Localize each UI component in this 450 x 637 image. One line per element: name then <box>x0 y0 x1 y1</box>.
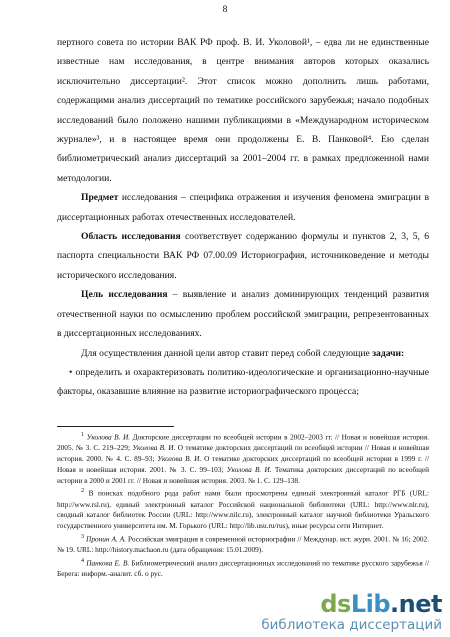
paragraph-goal <box>57 285 429 343</box>
research-area-label: Область исследования <box>81 231 181 243</box>
goal-label: Цель исследования <box>81 289 168 301</box>
logo-part: .net <box>390 590 442 618</box>
footnote-author: Уколова В. И. <box>157 454 202 464</box>
site-subtitle: библиотека диссертаций <box>261 617 442 633</box>
paragraph-research-area <box>57 227 429 285</box>
footnote-text: О тематике докторских диссертаций по всеобщей истории // Новая и новейшая история. 2000. № 4. С. 89–93; <box>57 443 430 464</box>
subject-label: Предмет <box>81 192 119 204</box>
footnote-marker: 3 <box>81 534 85 541</box>
task-item-1 <box>57 363 429 402</box>
paragraph-tasks <box>57 344 429 363</box>
footnote-marker: 2 <box>81 488 85 495</box>
footnote-text: В поисках подобного рода работ нами были просмотрены единый электронный каталог РГБ (URL: http://www.rsl.ru), единый электронный каталог Российской национальной библиотеки (URL: http://www.nlr.ru), сводный каталог библиотек России (URL: http://www.nilc.ru), электронный каталог научной библиотеки Уральского государственного университета им. М. Горького (URL: http://lib.usu.ru/rus), иные ресурсы сети Интернет. <box>57 488 429 531</box>
footnote-marker: 4 <box>81 558 85 565</box>
footnote-author: Уколова В. И. <box>226 464 272 474</box>
bullet-icon: • <box>69 366 73 378</box>
footnote-text: О тематике докторских диссертаций по всеобщей истории в 1999 г. // Новая и новейшая история. 2001. № 3. С. 99–103; <box>57 454 429 474</box>
goal-text: – выявление и анализ доминирующих тенденций развития отечественной науки по осмыслению проблем российской эмиграции, репрезентованных в диссертационных исследованиях. <box>57 289 429 340</box>
site-logo <box>320 591 442 617</box>
footnote-text: Тематика докторских диссертаций по всеобщей истории в 2000 и 2001 гг. // Новая и новейшая история. 2003. № 1. С. 129–138. <box>57 464 429 485</box>
page-number: 8 <box>222 5 228 15</box>
footnote-marker: 1 <box>81 432 85 438</box>
subject-text: исследования – специфика отражения и изучения феномена эмиграции в диссертационных работах отечественных исследователей. <box>57 192 429 223</box>
logo-part: ds <box>320 590 351 618</box>
footnote-author: Пронин А. А. <box>86 534 127 544</box>
logo-part: Lib <box>350 590 391 618</box>
footnote-text: Библиометрический анализ диссертационных исследований по тематике русского зарубежья // Берега: информ.-аналит. сб. о рус. <box>57 558 429 579</box>
tasks-label: задачи: <box>372 347 405 359</box>
site-watermark <box>261 591 442 633</box>
paragraph-intro: пертного совета по истории ВАК РФ проф. В. И. Уколовой¹, – едва ли не единственные известные нам исследования, в центре внимания авторов которых оказались исключительно диссертации². Этот список можно дополнить лишь работами, содержащими анализ диссертаций по тематике российского зарубежья; начало подобных исследований было положено нашими публикациями в «Международном историческом журнале»³, и в настоящее время они продолжены Е. В. Панковой⁴. Ею сделан библиометрический анализ диссертаций за 2001–2004 гг. в рамках предложенной нами методологии. <box>57 37 429 184</box>
task-item-text: определить и охарактеризовать политико-идеологические и организационно-научные факторы, оказавшие влияние на развитие историографического процесса; <box>57 366 429 398</box>
footnotes <box>57 430 429 580</box>
footnote-text: Российская эмиграция в современной историографии // Междунар. ист. журн. 2001. № 16; 2002. № 19. URL: http://history.machaon.ru (дата обращения: 15.01.2009). <box>57 534 429 555</box>
footnote-text: Докторские диссертации по всеобщей истории в 2002–2003 гг. // Новая и новейшая история. 2005. № 3. С. 219–229; <box>57 432 429 453</box>
tasks-intro: Для осуществления данной цели автор ставит перед собой следующие <box>81 347 373 359</box>
footnote-1 <box>57 430 429 486</box>
footnote-4 <box>57 556 429 580</box>
footnote-2 <box>57 486 429 532</box>
footnote-author: Уколова В. И. <box>86 432 131 442</box>
footnote-author: Уколова В. И. <box>132 443 176 453</box>
footnote-author: Панкова Е. В. <box>86 558 130 568</box>
footnote-3 <box>57 532 429 556</box>
footnote-separator <box>57 426 174 427</box>
paragraph-subject <box>57 188 429 227</box>
research-area-text: соответствует содержанию формулы и пунктов 2, 3, 5, 6 паспорта специальности ВАК РФ 07.00.09 Историография, источниковедение и методы исторического исследования. <box>57 231 429 281</box>
main-text <box>57 33 429 402</box>
